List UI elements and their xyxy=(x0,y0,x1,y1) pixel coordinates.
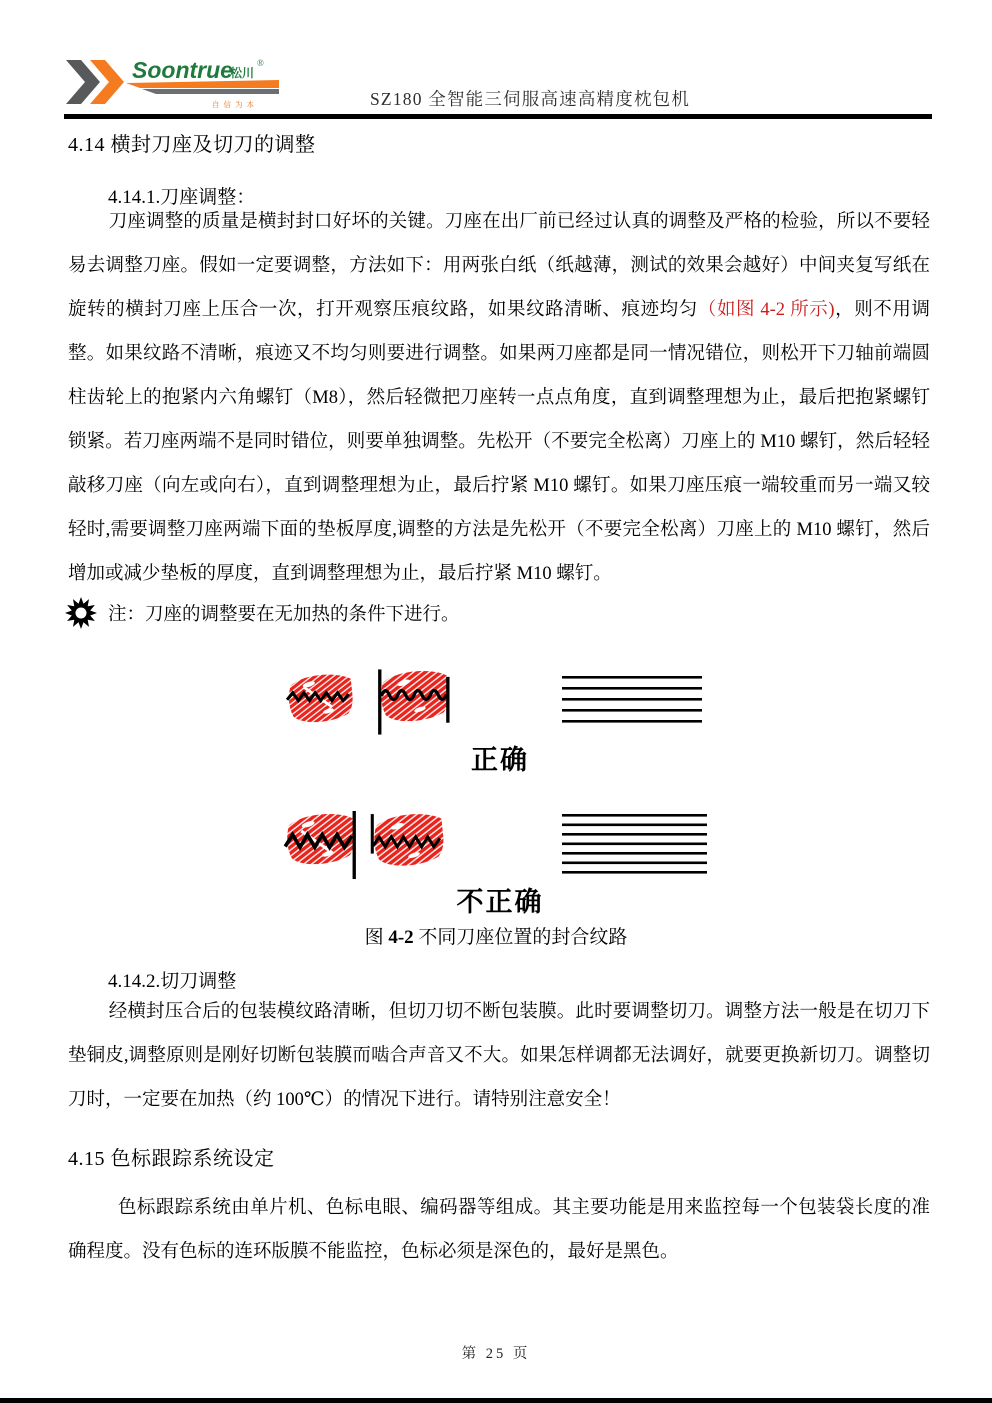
figure-label-incorrect: 不正确 xyxy=(456,887,544,917)
bottom-border xyxy=(0,1398,992,1403)
registered-mark: ® xyxy=(257,58,264,68)
footer-page-number: 第 25 页 xyxy=(461,1346,531,1362)
seal-lines-incorrect xyxy=(562,814,707,876)
paragraph-cutter-adjust: 经横封压合后的包装模纹路清晰，但切刀切不断包装膜。此时要调整切刀。调整方法一般是在切刀下垫铜皮,调整原则是刚好切断包装膜而啮合声音又不大。如果怎样调都无法调好，就要更换新切刀。调整切刀时，一定要在加热（约 100℃）的情况下进行。请特别注意安全！ xyxy=(68,1002,930,1110)
note-row xyxy=(64,596,460,630)
paragraph-knife-seat-adjust: 刀座调整的质量是横封封口好坏的关键。刀座在出厂前已经过认真的调整及严格的检验，所以不要轻易去调整刀座。假如一定要调整，方法如下：用两张白纸（纸越薄，测试的效果会越好）中间夹复写纸在旋转的横封刀座上压合一次，打开观察压痕纹路，如果纹路清晰、痕迹均匀（如图 4-2 所示)，则不用调整。如果纹路不清晰，痕迹又不均匀则要进行调整。如果两刀座都是同一情况错位，则松开下刀轴前端圆柱齿轮上的抱紧内六角螺钉（M8），然后轻微把刀座转一点点角度，直到调整理想为止，最后把抱紧螺钉锁紧。若刀座两端不是同时错位，则要单独调整。先松开（不要完全松离）刀座上的 M10 螺钉，然后轻轻敲移刀座（向左或向右），直到调整理想为止，最后拧紧 M10 螺钉。如果刀座压痕一端较重而另一端又较轻时,需要调整刀座两端下面的垫板厚度,调整的方法是先松开（不要完全松离）刀座上的 M10 螺钉，然后增加或减少垫板的厚度，直到调整理想为止，最后拧紧 M10 螺钉。 xyxy=(68,212,930,584)
knife-seat-correct-left xyxy=(285,666,355,742)
paragraph-color-mark-tracking: 色标跟踪系统由单片机、色标电眼、编码器等组成。其主要功能是用来监控每一个包装袋长度的准确程度。没有色标的连环版膜不能监控，色标必须是深色的，最好是黑色。 xyxy=(68,1198,930,1262)
note-text: 注：刀座的调整要在无加热的条件下进行。 xyxy=(108,605,460,625)
knife-seat-correct-right xyxy=(377,662,451,742)
section-415-title: 4.15 色标跟踪系统设定 xyxy=(68,1148,275,1170)
chevron-gray-icon xyxy=(66,60,100,104)
seal-lines-correct xyxy=(562,676,702,726)
section-4142-title: 4.14.2.切刀调整 xyxy=(108,971,237,992)
knife-seat-incorrect-right xyxy=(370,808,446,884)
logo-slogan: 自信为本 xyxy=(212,100,258,109)
knife-seat-incorrect-left xyxy=(283,806,357,884)
section-414-title: 4.14 横封刀座及切刀的调整 xyxy=(68,134,316,156)
figure-caption: 图 4-2 不同刀座位置的封合纹路 xyxy=(364,927,628,948)
brand-text: Soontrue xyxy=(132,57,233,83)
soontrue-logo xyxy=(64,50,279,114)
header-divider xyxy=(64,114,932,119)
section-4141-title: 4.14.1.刀座调整： xyxy=(108,187,256,208)
logo-swoosh-gray xyxy=(142,89,279,94)
header-doc-title: SZ180 全智能三伺服高速高精度枕包机 xyxy=(370,89,691,109)
brand-cn-text: 松川 xyxy=(230,66,255,80)
figure-label-correct: 正确 xyxy=(471,745,529,775)
figure-4-2 xyxy=(0,650,992,972)
burst-star-icon xyxy=(64,596,98,630)
